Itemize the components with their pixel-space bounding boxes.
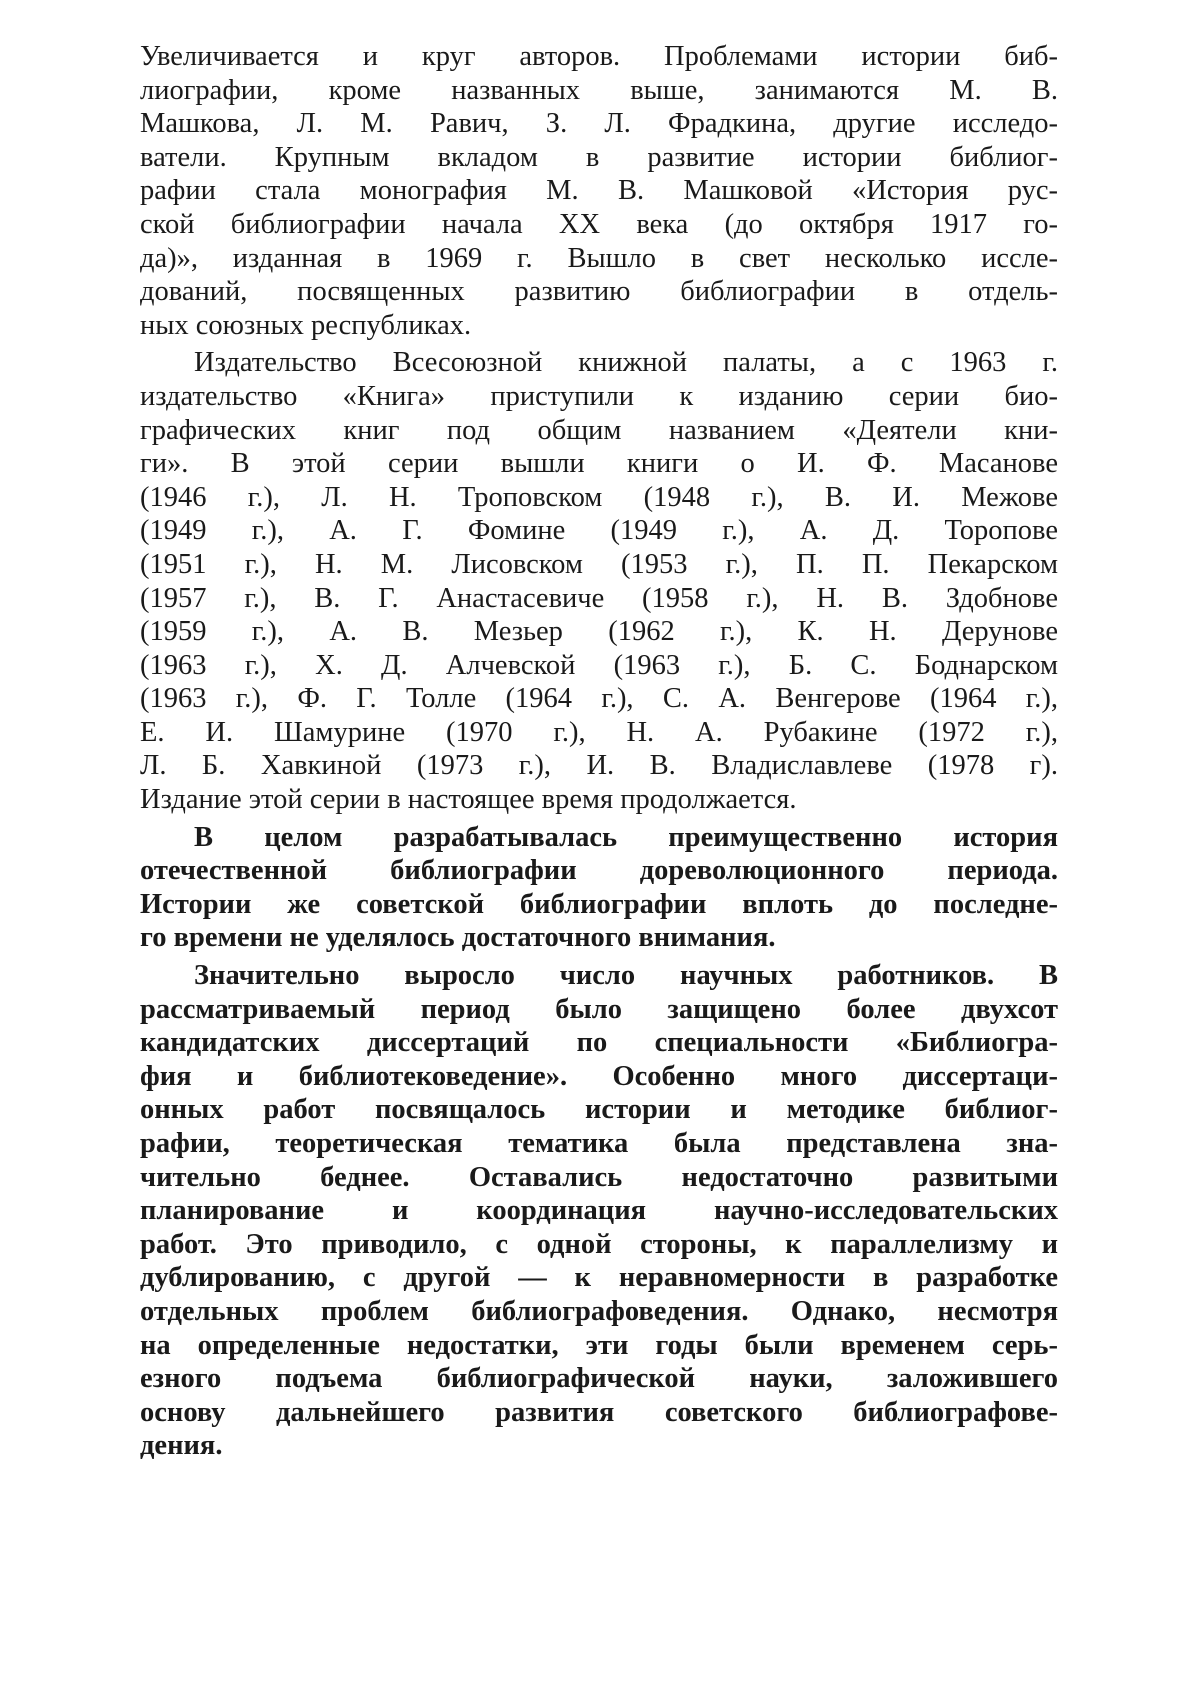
text-line: чительно беднее. Оставались недостаточно развитыми [140,1161,1058,1193]
text-line: дублированию, с другой — к неравномерности в разработке [140,1262,1058,1294]
text-line: издательство «Книга» приступили к изданию серии био- [140,380,1058,412]
body-text [140,40,1058,1463]
text-line: отечественной библиографии дореволюционного периода. [140,855,1058,887]
text-line: (1963 г.), Ф. Г. Толле (1964 г.), С. А. Венгерове (1964 г.), [140,683,1058,715]
text-line: Е. И. Шамурине (1970 г.), Н. А. Рубакине (1972 г.), [140,716,1058,748]
text-line: лиографии, кроме названных выше, занимаются М. В. [140,74,1058,106]
text-line: ватели. Крупным вкладом в развитие истории библиог- [140,141,1058,173]
text-line: (1963 г.), Х. Д. Алчевской (1963 г.), Б. С. Боднарском [140,649,1058,681]
text-line: ской библиографии начала XX века (до октября 1917 го- [140,208,1058,240]
text-line: (1959 г.), А. В. Мезьер (1962 г.), К. Н. Дерунове [140,616,1058,648]
text-line: Значительно выросло число научных работников. В [194,960,1058,992]
text-line: дований, посвященных развитию библиографии в отдель- [140,276,1058,308]
text-line: онных работ посвящалось истории и методике библиог- [140,1094,1058,1126]
text-line: основу дальнейшего развития советского библиографове- [140,1396,1058,1428]
text-line: Л. Б. Хавкиной (1973 г.), И. В. Владиславлеве (1978 г). [140,750,1058,782]
text-line: Издание этой серии в настоящее время продолжается. [140,784,797,816]
text-line: на определенные недостатки, эти годы были временем серь- [140,1329,1058,1361]
text-line: планирование и координация научно-исследовательских [140,1195,1058,1227]
text-line: (1949 г.), А. Г. Фомине (1949 г.), А. Д. Торопове [140,515,1058,547]
text-line: работ. Это приводило, с одной стороны, к параллелизму и [140,1228,1058,1260]
text-line: В целом разрабатывалась преимущественно история [194,821,1058,853]
text-line: Истории же советской библиографии вплоть до последне- [140,888,1058,920]
text-line: рафии, теоретическая тематика была представлена зна- [140,1128,1058,1159]
text-line: ных союзных республиках. [140,309,472,341]
paragraph-1 [140,40,1058,342]
text-line: дения. [140,1430,223,1462]
paragraph-2 [140,346,1058,816]
text-line: Издательство Всесоюзной книжной палаты, а с 1963 г. [194,347,1058,379]
text-line: графических книг под общим названием «Деятели кни- [140,414,1058,446]
text-line: го времени не уделялось достаточного внимания. [140,922,776,954]
text-line: (1951 г.), Н. М. Лисовском (1953 г.), П. П. Пекарском [140,548,1058,580]
text-line: Увеличивается и круг авторов. Проблемами истории биб- [140,41,1058,72]
text-line: рассматриваемый период было защищено более двухсот [140,993,1058,1025]
text-line: езного подъема библиографической науки, заложившего [140,1363,1058,1395]
text-line: рафии стала монография М. В. Машковой «История рус- [140,175,1058,207]
text-line: Машкова, Л. М. Равич, З. Л. Фрадкина, другие исследо- [140,108,1058,140]
text-line: кандидатских диссертаций по специальности «Библиогра- [140,1027,1058,1059]
text-line: (1946 г.), Л. Н. Троповском (1948 г.), В. И. Межове [140,481,1058,513]
text-line: отдельных проблем библиографоведения. Однако, несмотря [140,1295,1058,1327]
paragraph-4 [140,959,1058,1463]
text-line: ги». В этой серии вышли книги о И. Ф. Масанове [140,448,1058,480]
text-line: да)», изданная в 1969 г. Вышло в свет несколько иссле- [140,242,1058,274]
text-line: (1957 г.), В. Г. Анастасевиче (1958 г.), Н. В. Здобнове [140,582,1058,614]
paragraph-3 [140,821,1058,955]
text-line: фия и библиотековедение». Особенно много диссертаци- [140,1060,1058,1092]
